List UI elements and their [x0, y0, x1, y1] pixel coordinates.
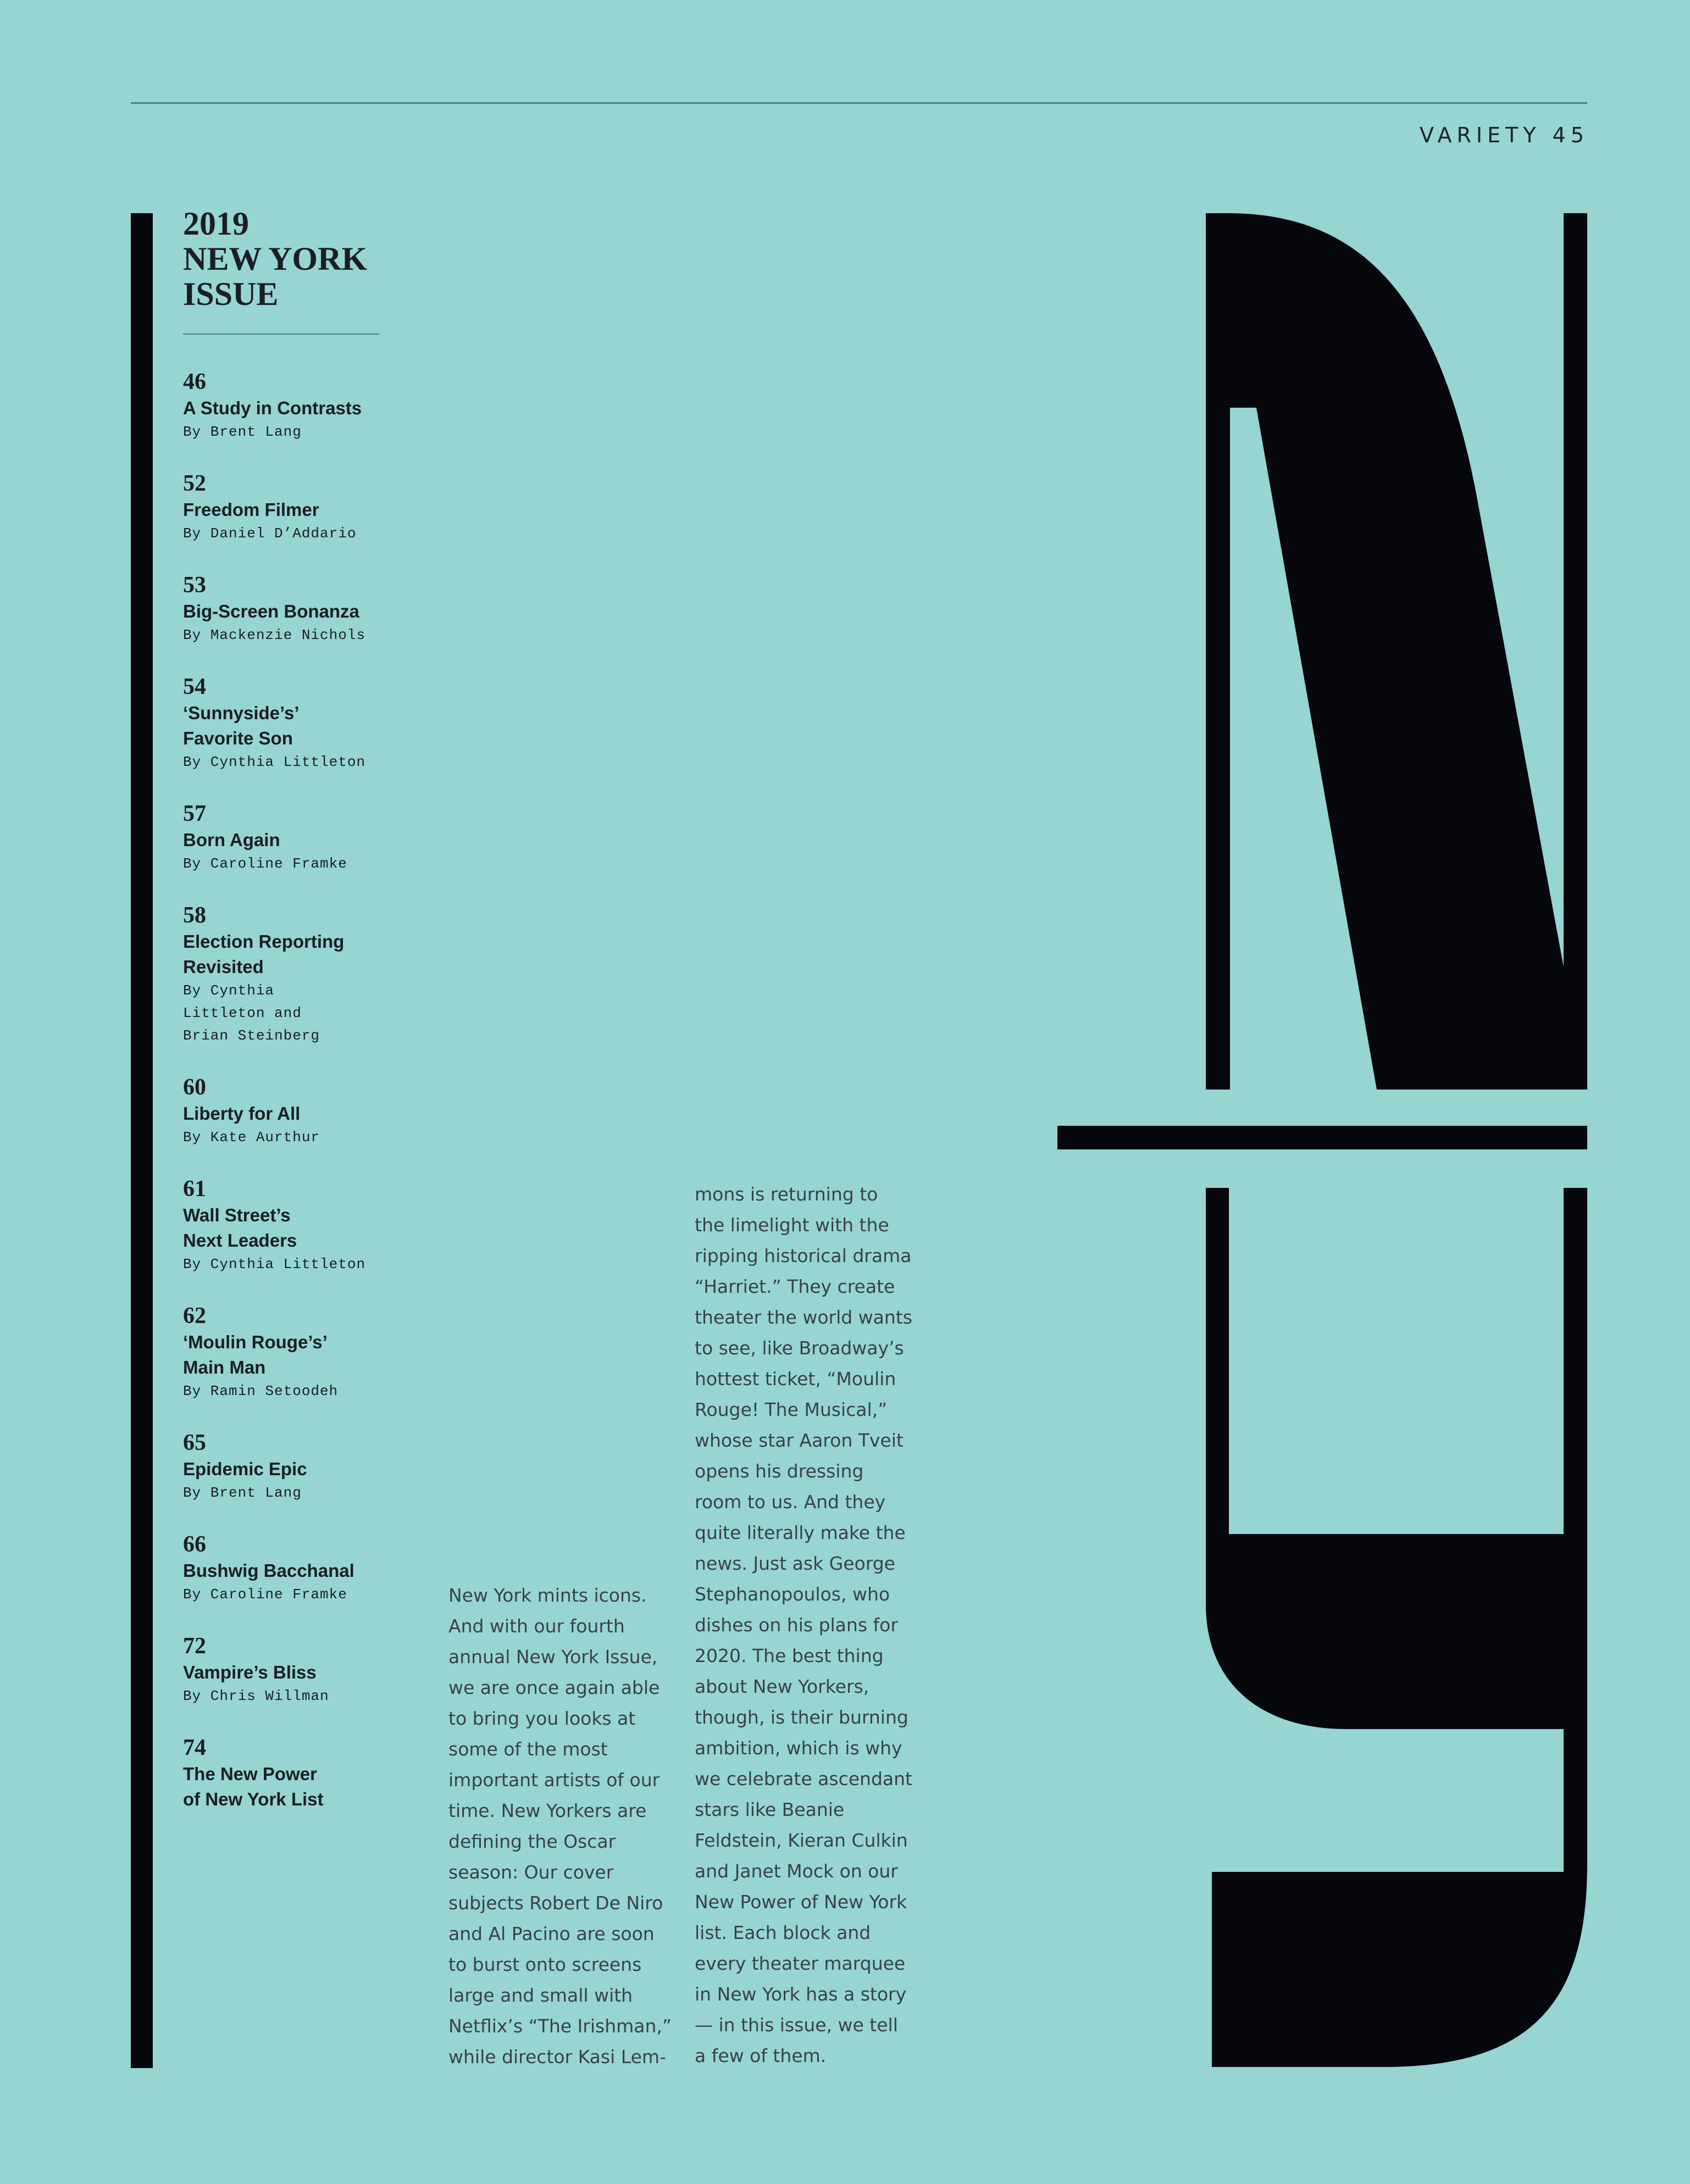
intro-text-line: some of the most: [448, 1738, 608, 1760]
intro-text-line: theater the world wants: [695, 1307, 912, 1328]
intro-text-line: we are once again able: [448, 1677, 660, 1698]
issue-title-line3: ISSUE: [183, 276, 279, 312]
toc-article-title: Born Again: [183, 830, 280, 850]
intro-text-line: dishes on his plans for: [695, 1614, 898, 1636]
intro-text-line: every theater marquee: [695, 1953, 906, 1974]
toc-byline: By Brent Lang: [183, 1485, 302, 1501]
toc-page-number: 72: [183, 1633, 206, 1659]
toc-article-title: ‘Moulin Rouge’s’ Main Man: [183, 1332, 328, 1377]
toc-byline: By Cynthia Littleton: [183, 754, 366, 770]
intro-text-line: time. New Yorkers are: [448, 1800, 647, 1821]
toc-article-title: Big-Screen Bonanza: [183, 601, 359, 621]
intro-text-line: mons is returning to: [695, 1183, 878, 1205]
intro-text-line: and Al Pacino are soon: [448, 1923, 655, 1944]
intro-text-line: season: Our cover: [448, 1861, 614, 1883]
intro-text-line: we celebrate ascendant: [695, 1768, 912, 1790]
intro-text-line: to burst onto screens: [448, 1954, 642, 1975]
intro-text-line: defining the Oscar: [448, 1831, 616, 1852]
intro-text-line: important artists of our: [448, 1769, 660, 1791]
intro-text-line: large and small with: [448, 1985, 633, 2006]
issue-title-year: 2019: [183, 205, 249, 242]
toc-byline: By Cynthia Littleton: [183, 1256, 366, 1272]
toc-byline: By Ramin Setoodeh: [183, 1383, 339, 1399]
issue-title-line2: NEW YORK: [183, 241, 368, 277]
intro-text-line: opens his dressing: [695, 1460, 864, 1482]
intro-text-line: New York mints icons.: [448, 1585, 647, 1606]
toc-article-title: Vampire’s Bliss: [183, 1662, 317, 1682]
intro-text-line: annual New York Issue,: [448, 1646, 658, 1668]
toc-article-title: Wall Street’s Next Leaders: [183, 1205, 297, 1251]
intro-text-line: Netflix’s “The Irishman,”: [448, 2015, 672, 2037]
intro-text-line: Rouge! The Musical,”: [695, 1399, 888, 1420]
horizontal-divider-bar: [1057, 1126, 1587, 1149]
toc-article-title: Bushwig Bacchanal: [183, 1560, 354, 1581]
toc-page-number: 74: [183, 1735, 206, 1760]
toc-byline: By Caroline Framke: [183, 1586, 347, 1603]
toc-page-number: 46: [183, 369, 206, 394]
toc-byline: By Kate Aurthur: [183, 1129, 320, 1146]
intro-text-line: about New Yorkers,: [695, 1676, 869, 1697]
toc-byline: By Caroline Framke: [183, 855, 347, 872]
intro-text-line: and Janet Mock on our: [695, 1860, 898, 1882]
letter-y-shape: [1206, 1188, 1587, 2067]
intro-text-line: “Harriet.” They create: [695, 1276, 895, 1297]
intro-text-line: to see, like Broadway’s: [695, 1337, 904, 1359]
toc-page-number: 53: [183, 573, 206, 598]
intro-text-line: room to us. And they: [695, 1491, 886, 1513]
intro-text-line: subjects Robert De Niro: [448, 1892, 663, 1914]
intro-text-line: — in this issue, we tell: [695, 2014, 898, 2036]
toc-page-number: 62: [183, 1303, 206, 1329]
toc-page-number: 54: [183, 674, 206, 699]
toc-article-title: Freedom Filmer: [183, 499, 319, 520]
toc-byline: By Daniel D’Addario: [183, 525, 357, 542]
toc-page-number: 66: [183, 1532, 206, 1557]
toc-page-number: 57: [183, 801, 206, 826]
page-folio: VARIETY 45: [1419, 123, 1589, 147]
intro-text-line: stars like Beanie: [695, 1799, 845, 1820]
letter-n-shape: [1206, 213, 1587, 1090]
toc-article-title: ‘Sunnyside’s’ Favorite Son: [183, 703, 300, 748]
toc-page-number: 58: [183, 903, 206, 928]
toc-article-title: Liberty for All: [183, 1103, 301, 1124]
toc-article-title: Election Reporting Revisited: [183, 931, 345, 977]
toc-byline: By Mackenzie Nichols: [183, 627, 366, 643]
toc-byline: By Chris Willman: [183, 1688, 329, 1704]
toc-page-number: 61: [183, 1176, 206, 1202]
toc-page-number: 52: [183, 471, 206, 496]
intro-text-line: the limelight with the: [695, 1214, 889, 1236]
intro-text-line: in New York has a story: [695, 1983, 907, 2005]
intro-text-line: to bring you looks at: [448, 1708, 636, 1729]
intro-text-line: New Power of New York: [695, 1891, 907, 1913]
intro-text-line: news. Just ask George: [695, 1553, 895, 1574]
toc-byline: By Cynthia Littleton and Brian Steinberg: [183, 982, 320, 1044]
intro-text-line: hottest ticket, “Moulin: [695, 1368, 896, 1390]
toc-article-title: The New Power of New York List: [183, 1764, 324, 1809]
intro-text-line: quite literally make the: [695, 1522, 906, 1543]
intro-text-line: a few of them.: [695, 2045, 827, 2066]
toc-article-title: A Study in Contrasts: [183, 398, 362, 418]
intro-text-line: list. Each block and: [695, 1922, 871, 1943]
intro-text-line: Stephanopoulos, who: [695, 1583, 890, 1605]
intro-text-line: while director Kasi Lem-: [448, 2046, 666, 2068]
intro-text-line: 2020. The best thing: [695, 1645, 884, 1666]
toc-article-title: Epidemic Epic: [183, 1459, 307, 1479]
intro-text-line: ambition, which is why: [695, 1737, 902, 1759]
intro-text-line: And with our fourth: [448, 1615, 625, 1637]
toc-page-number: 60: [183, 1075, 206, 1100]
intro-text-line: whose star Aaron Tveit: [695, 1430, 904, 1451]
toc-page-number: 65: [183, 1430, 206, 1455]
intro-text-line: Feldstein, Kieran Culkin: [695, 1830, 908, 1851]
intro-text-line: though, is their burning: [695, 1707, 908, 1728]
toc-byline: By Brent Lang: [183, 424, 302, 440]
intro-text-line: ripping historical drama: [695, 1245, 912, 1266]
